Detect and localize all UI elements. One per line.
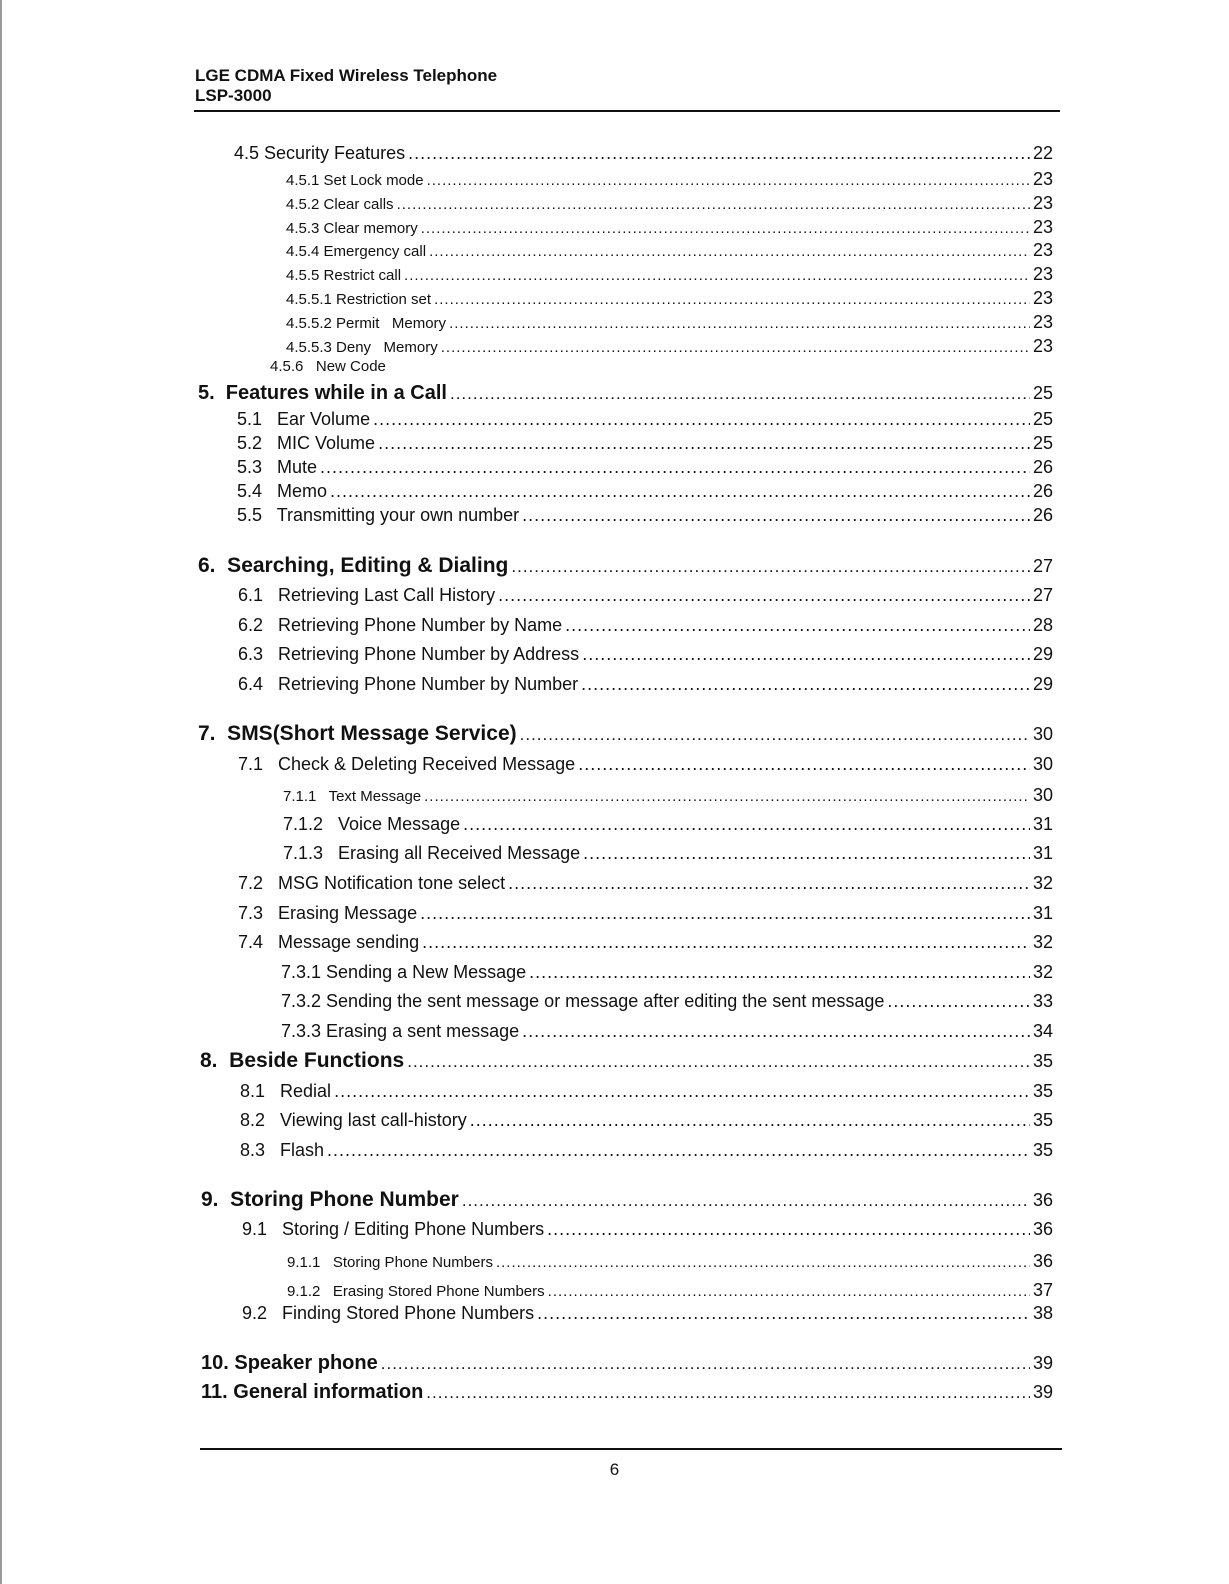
toc-entry-10[interactable] xyxy=(201,1352,1053,1375)
dot-leader xyxy=(522,1021,1030,1042)
toc-entry-6-1[interactable] xyxy=(238,585,1053,606)
toc-label: 4.5.3 Clear memory xyxy=(286,220,418,237)
toc-entry-7-3-1[interactable] xyxy=(281,962,1053,983)
toc-label: 5. Features while in a Call xyxy=(198,382,447,404)
toc-entry-4-5-4[interactable] xyxy=(286,240,1053,261)
toc-label: 9.1.2 Erasing Stored Phone Numbers xyxy=(287,1283,545,1300)
toc-entry-7-1-2[interactable] xyxy=(283,814,1053,835)
toc-entry-11[interactable] xyxy=(201,1381,1053,1404)
toc-page: 35 xyxy=(1032,1110,1053,1130)
toc-label: 10. Speaker phone xyxy=(201,1352,378,1374)
toc-entry-9-1-1[interactable] xyxy=(287,1251,1053,1272)
toc-label: 4.5.5.1 Restriction set xyxy=(286,291,432,308)
toc-page: 25 xyxy=(1032,433,1053,453)
toc-page: 26 xyxy=(1032,457,1053,477)
toc-page: 27 xyxy=(1032,585,1053,605)
toc-entry-7-3-3[interactable] xyxy=(281,1021,1053,1042)
dot-leader xyxy=(470,1110,1030,1131)
toc-entry-7-1-3[interactable] xyxy=(283,843,1053,864)
toc-label: 7.4 Message sending xyxy=(238,932,420,952)
toc-entry-5-5[interactable] xyxy=(237,505,1053,526)
toc-entry-4-5-3[interactable] xyxy=(286,217,1053,238)
document-header xyxy=(195,66,497,106)
toc-entry-8-2[interactable] xyxy=(240,1110,1053,1131)
toc-page: 33 xyxy=(1032,991,1053,1011)
dot-leader xyxy=(330,481,1030,502)
dot-leader xyxy=(578,754,1030,775)
dot-leader xyxy=(511,557,1030,577)
toc-label: 9. Storing Phone Number xyxy=(201,1188,459,1211)
toc-page: 23 xyxy=(1032,264,1053,284)
dot-leader xyxy=(441,339,1030,356)
dot-leader xyxy=(498,585,1030,606)
toc-label: 5.5 Transmitting your own number xyxy=(237,505,520,525)
toc-label: 7.3 Erasing Message xyxy=(238,903,418,923)
toc-entry-7-3-2[interactable] xyxy=(281,991,1053,1012)
dot-leader xyxy=(582,644,1030,665)
toc-entry-4-5-5-3[interactable] xyxy=(286,336,1053,357)
toc-label: 4.5.4 Emergency call xyxy=(286,243,427,260)
dot-leader xyxy=(449,315,1030,332)
toc-page: 23 xyxy=(1032,312,1053,332)
toc-page: 26 xyxy=(1032,505,1053,525)
toc-label: 7.1.2 Voice Message xyxy=(283,814,461,834)
dot-leader xyxy=(407,1052,1030,1072)
toc-label: 6.4 Retrieving Phone Number by Number xyxy=(238,674,579,694)
toc-label: 8.1 Redial xyxy=(240,1081,332,1101)
toc-page: 25 xyxy=(1032,383,1053,403)
page-number: 6 xyxy=(609,1460,620,1479)
toc-entry-6[interactable] xyxy=(198,554,1053,578)
toc-page: 36 xyxy=(1032,1219,1053,1239)
dot-leader xyxy=(424,788,1030,805)
dot-leader xyxy=(397,196,1030,213)
dot-leader xyxy=(327,1140,1030,1161)
toc-page: 35 xyxy=(1032,1081,1053,1101)
toc-page: 26 xyxy=(1032,481,1053,501)
toc-page: 23 xyxy=(1032,217,1053,237)
toc-label: 7.3.1 Sending a New Message xyxy=(281,962,527,982)
toc-label: 9.1 Storing / Editing Phone Numbers xyxy=(242,1219,545,1239)
toc-label: 6.1 Retrieving Last Call History xyxy=(238,585,496,605)
toc-page: 27 xyxy=(1032,556,1053,576)
toc-page: 29 xyxy=(1032,644,1053,664)
toc-label: 7.3.3 Erasing a sent message xyxy=(281,1021,520,1041)
dot-leader xyxy=(320,457,1030,478)
toc-entry-7-1-1[interactable] xyxy=(283,785,1053,806)
toc-entry-4-5[interactable] xyxy=(234,143,1053,164)
toc-label: 11. General information xyxy=(201,1381,424,1403)
dot-leader xyxy=(373,409,1030,430)
toc-entry-9-2[interactable] xyxy=(242,1303,1053,1324)
toc-entry-9[interactable] xyxy=(201,1188,1053,1212)
toc-page: 30 xyxy=(1032,754,1053,774)
toc-entry-4-5-5-1[interactable] xyxy=(286,288,1053,309)
toc-entry-8[interactable] xyxy=(200,1049,1053,1073)
toc-page: 22 xyxy=(1032,143,1053,163)
toc-label: 7.2 MSG Notification tone select xyxy=(238,873,506,893)
toc-page: 23 xyxy=(1032,288,1053,308)
toc-page: 23 xyxy=(1032,240,1053,260)
toc-entry-4-5-6[interactable] xyxy=(270,358,570,375)
toc-page: 35 xyxy=(1032,1140,1053,1160)
toc-label: 6.2 Retrieving Phone Number by Name xyxy=(238,615,563,635)
toc-label: 7.1.1 Text Message xyxy=(283,788,422,805)
dot-leader xyxy=(522,505,1030,526)
dot-leader xyxy=(565,615,1030,636)
dot-leader xyxy=(429,243,1030,260)
dot-leader xyxy=(887,991,1030,1012)
toc-entry-4-5-5[interactable] xyxy=(286,264,1053,285)
toc-entry-5[interactable] xyxy=(198,382,1053,405)
toc-page: 32 xyxy=(1032,932,1053,952)
dot-leader xyxy=(422,932,1030,953)
toc-page: 25 xyxy=(1032,409,1053,429)
dot-leader xyxy=(434,291,1030,308)
dot-leader xyxy=(581,674,1030,695)
toc-page: 28 xyxy=(1032,615,1053,635)
toc-page: 39 xyxy=(1032,1382,1053,1402)
dot-leader xyxy=(462,1191,1030,1211)
toc-entry-5-4[interactable] xyxy=(237,481,1053,502)
dot-leader xyxy=(420,903,1030,924)
toc-entry-6-4[interactable] xyxy=(238,674,1053,695)
toc-entry-8-1[interactable] xyxy=(240,1081,1053,1102)
toc-label: 9.1.1 Storing Phone Numbers xyxy=(287,1254,493,1271)
toc-entry-9-1[interactable] xyxy=(242,1219,1053,1240)
toc-entry-4-5-5-2[interactable] xyxy=(286,312,1053,333)
toc-entry-5-3[interactable] xyxy=(237,457,1053,478)
toc-page: 36 xyxy=(1032,1190,1053,1210)
toc-entry-7-1[interactable] xyxy=(238,754,1053,775)
toc-label: 4.5.6 New Code xyxy=(270,358,386,375)
toc-page: 23 xyxy=(1032,336,1053,356)
toc-label: 5.3 Mute xyxy=(237,457,318,477)
footer-rule xyxy=(200,1448,1062,1450)
toc-page: 38 xyxy=(1032,1303,1053,1323)
toc-entry-6-2[interactable] xyxy=(238,615,1053,636)
toc-label: 5.4 Memo xyxy=(237,481,328,501)
toc-label: 4.5.2 Clear calls xyxy=(286,196,394,213)
toc-label: 9.2 Finding Stored Phone Numbers xyxy=(242,1303,535,1323)
dot-leader xyxy=(427,172,1030,189)
toc-label: 7.3.2 Sending the sent message or message after editing the sent message xyxy=(281,991,885,1011)
toc-entry-7[interactable] xyxy=(198,722,1053,746)
scan-edge xyxy=(0,0,2,1584)
toc-page: 39 xyxy=(1032,1353,1053,1373)
toc-entry-8-3[interactable] xyxy=(240,1140,1053,1161)
toc-entry-5-1[interactable] xyxy=(237,409,1053,430)
dot-leader xyxy=(426,1383,1030,1403)
toc-label: 6.3 Retrieving Phone Number by Address xyxy=(238,644,580,664)
dot-leader xyxy=(334,1081,1030,1102)
dot-leader xyxy=(583,843,1030,864)
toc-page: 30 xyxy=(1032,785,1053,805)
toc-entry-9-1-2[interactable] xyxy=(287,1280,1053,1301)
dot-leader xyxy=(548,1283,1030,1300)
toc-label: 7.1.3 Erasing all Received Message xyxy=(283,843,581,863)
dot-leader xyxy=(421,220,1030,237)
toc-label: 5.2 MIC Volume xyxy=(237,433,376,453)
toc-label: 4.5.5.3 Deny Memory xyxy=(286,339,438,356)
dot-leader xyxy=(463,814,1030,835)
dot-leader xyxy=(378,433,1030,454)
toc-entry-6-3[interactable] xyxy=(238,644,1053,665)
dot-leader xyxy=(520,725,1030,745)
toc-page: 32 xyxy=(1032,962,1053,982)
dot-leader xyxy=(404,267,1030,284)
dot-leader xyxy=(496,1254,1030,1271)
dot-leader xyxy=(508,873,1030,894)
toc-entry-5-2[interactable] xyxy=(237,433,1053,454)
toc-page: 23 xyxy=(1032,169,1053,189)
toc-page: 23 xyxy=(1032,193,1053,213)
dot-leader xyxy=(547,1219,1030,1240)
toc-label: 4.5 Security Features xyxy=(234,143,406,163)
dot-leader xyxy=(408,143,1030,164)
toc-label: 8.2 Viewing last call-history xyxy=(240,1110,467,1130)
header-model: LSP-3000 xyxy=(195,86,272,105)
toc-label: 4.5.1 Set Lock mode xyxy=(286,172,424,189)
toc-label: 7. SMS(Short Message Service) xyxy=(198,722,517,745)
toc-label: 8.3 Flash xyxy=(240,1140,325,1160)
dot-leader xyxy=(529,962,1030,983)
toc-label: 4.5.5 Restrict call xyxy=(286,267,402,284)
toc-entry-4-5-2[interactable] xyxy=(286,193,1053,214)
header-title: LGE CDMA Fixed Wireless Telephone xyxy=(195,66,498,85)
toc-page: 36 xyxy=(1032,1251,1053,1271)
toc-page: 31 xyxy=(1032,843,1053,863)
toc-page: 29 xyxy=(1032,674,1053,694)
toc-entry-4-5-1[interactable] xyxy=(286,169,1053,190)
toc-label: 4.5.5.2 Permit Memory xyxy=(286,315,447,332)
toc-page: 32 xyxy=(1032,873,1053,893)
toc-label: 5.1 Ear Volume xyxy=(237,409,371,429)
toc-label: 6. Searching, Editing & Dialing xyxy=(198,554,509,577)
toc-entry-7-2[interactable] xyxy=(238,873,1053,894)
toc-page: 37 xyxy=(1032,1280,1053,1300)
dot-leader xyxy=(381,1354,1030,1374)
dot-leader xyxy=(537,1303,1030,1324)
toc-label: 7.1 Check & Deleting Received Message xyxy=(238,754,576,774)
toc-label: 8. Beside Functions xyxy=(200,1049,405,1072)
toc-page: 30 xyxy=(1032,724,1053,744)
toc-page: 31 xyxy=(1032,814,1053,834)
toc-page: 34 xyxy=(1032,1021,1053,1041)
toc-entry-7-4[interactable] xyxy=(238,932,1053,953)
dot-leader xyxy=(450,384,1030,404)
toc-page: 31 xyxy=(1032,903,1053,923)
header-rule xyxy=(194,110,1060,112)
toc-page: 35 xyxy=(1032,1051,1053,1071)
toc-entry-7-3[interactable] xyxy=(238,903,1053,924)
